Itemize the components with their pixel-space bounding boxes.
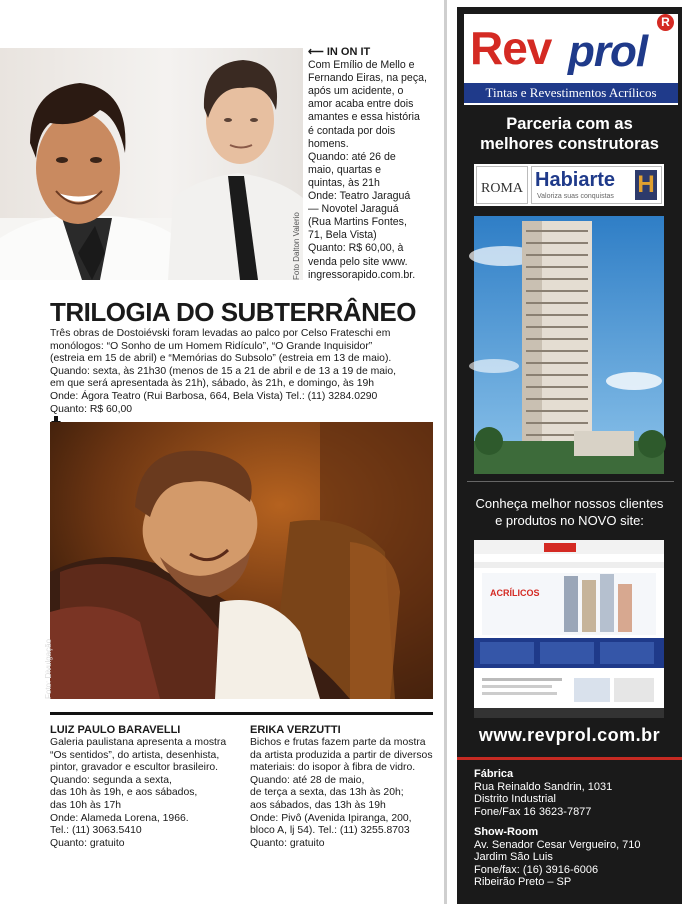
logo-rev-text: Rev xyxy=(470,22,552,74)
trilogia-title: TRILOGIA DO SUBTERRÂNEO xyxy=(50,297,416,327)
column-divider xyxy=(444,0,447,904)
actor-in-armchair-illustration xyxy=(50,422,433,699)
trilogia-photo xyxy=(44,422,433,699)
habiarte-slogan: Valoriza suas conquistas xyxy=(537,193,614,200)
verzutti-article xyxy=(250,724,440,850)
habiarte-mark: H xyxy=(635,170,657,200)
in-on-it-body: Com Emílio de Mello e Fernando Eiras, na peça, após um acidente, o amor acaba entre dois amantes e essa história é contada por dois homens. Quando: até 26 de maio, quartas e quintas, às 21h Onde: Teatro Jaraguá — Novotel Jaraguá (Rua Martins Fontes, 71, Bela Vista) Quanto: R$ 60,00, à venda pelo site www. ingressorapido.com.br. xyxy=(308,59,427,281)
in-on-it-article xyxy=(308,46,442,282)
site-banner-text: ACRÍLICOS xyxy=(490,588,540,598)
logo-prol-text: prol xyxy=(568,27,648,76)
baravelli-article xyxy=(50,724,240,850)
photo-credit: Foto: Divulgação xyxy=(44,638,53,699)
showroom-body: Av. Senador Cesar Vergueiro, 710 Jardim São Luis Fone/fax: (16) 3916-6006 Ribeirão Preto – SP xyxy=(474,838,641,888)
building-photo xyxy=(474,216,664,474)
trilogia-article xyxy=(50,298,442,416)
website-url[interactable]: www.revprol.com.br xyxy=(478,725,661,745)
in-on-it-photo xyxy=(0,48,303,280)
baravelli-title: LUIZ PAULO BARAVELLI xyxy=(50,724,181,736)
conheca-text: Conheça melhor nossos clientes e produtos no NOVO site: xyxy=(475,496,664,528)
roma-name: ROMA xyxy=(480,181,523,196)
logo-tagline: Tintas e Revestimentos Acrílicos xyxy=(464,83,678,103)
photo-credit: Foto Dalton Valerio xyxy=(292,212,301,280)
parceria-heading: Parceria com as melhores construtoras xyxy=(480,115,659,153)
roma-logo xyxy=(476,166,528,204)
verzutti-title: ERIKA VERZUTTI xyxy=(250,724,341,736)
habiarte-logo xyxy=(531,166,662,204)
verzutti-body: Bichos e frutas fazem parte da mostra da artista produzida a partir de diversos materiais: do isopor à fibra de vidro. Quando: até 28 de maio, de terça a sexta, das 13h às 20h; aos sábados, das 13h às 19h Onde: Pivô (Avenida Ipiranga, 200, bloco A, lj 54). Tel.: (11) 3255.8703 Quanto: gratuito xyxy=(250,737,433,849)
baravelli-body: Galeria paulistana apresenta a mostra “Os sentidos”, do artista, desenhista, pintor, gravador e escultor brasileiro. Quando: segunda a sexta, das 10h às 19h, e aos sábados, das 10h às 17h Onde: Alameda Lorena, 1966. Tel.: (11) 3063.5410 Quanto: gratuito xyxy=(50,737,227,849)
showroom-title: Show-Room xyxy=(474,826,539,838)
in-on-it-title: IN ON IT xyxy=(326,46,371,58)
fabrica-body: Rua Reinaldo Sandrin, 1031 Distrito Industrial Fone/Fax 16 3623-7877 xyxy=(474,780,613,818)
actor-1-illustration xyxy=(0,48,190,280)
arrow-left-icon: ⟵ xyxy=(308,46,324,58)
ad-separator xyxy=(467,481,674,482)
fabrica-address xyxy=(474,768,612,818)
red-divider xyxy=(457,757,682,760)
website-screenshot xyxy=(474,540,664,718)
trilogia-body: Três obras de Dostoiévski foram levadas ao palco por Celso Frateschi em monólogos: “O Sonho de um Homem Ridículo”, “O Grande Inquisidor” (estreia em 15 de abril) e “Memórias do Subsolo” (estreia em 13 de maio). Quando: sexta, às 21h30 (menos de 15 a 21 de abril e de 13 a 19 de maio, em que será apresentada às 21h), sábado, às 21h, e domingo, às 19h Onde: Ágora Teatro (Rui Barbosa, 664, Bela Vista) Tel.: (11) 3284.0290 Quanto: R$ 60,00 xyxy=(50,328,397,415)
showroom-address xyxy=(474,826,641,889)
habiarte-name: Habiarte xyxy=(535,169,616,191)
website-preview-illustration xyxy=(474,540,664,718)
fabrica-title: Fábrica xyxy=(474,768,514,780)
in-on-it-heading xyxy=(308,46,442,59)
actor-2-illustration xyxy=(168,48,303,280)
section-rule xyxy=(50,712,433,715)
registered-mark-icon: R xyxy=(657,14,674,31)
